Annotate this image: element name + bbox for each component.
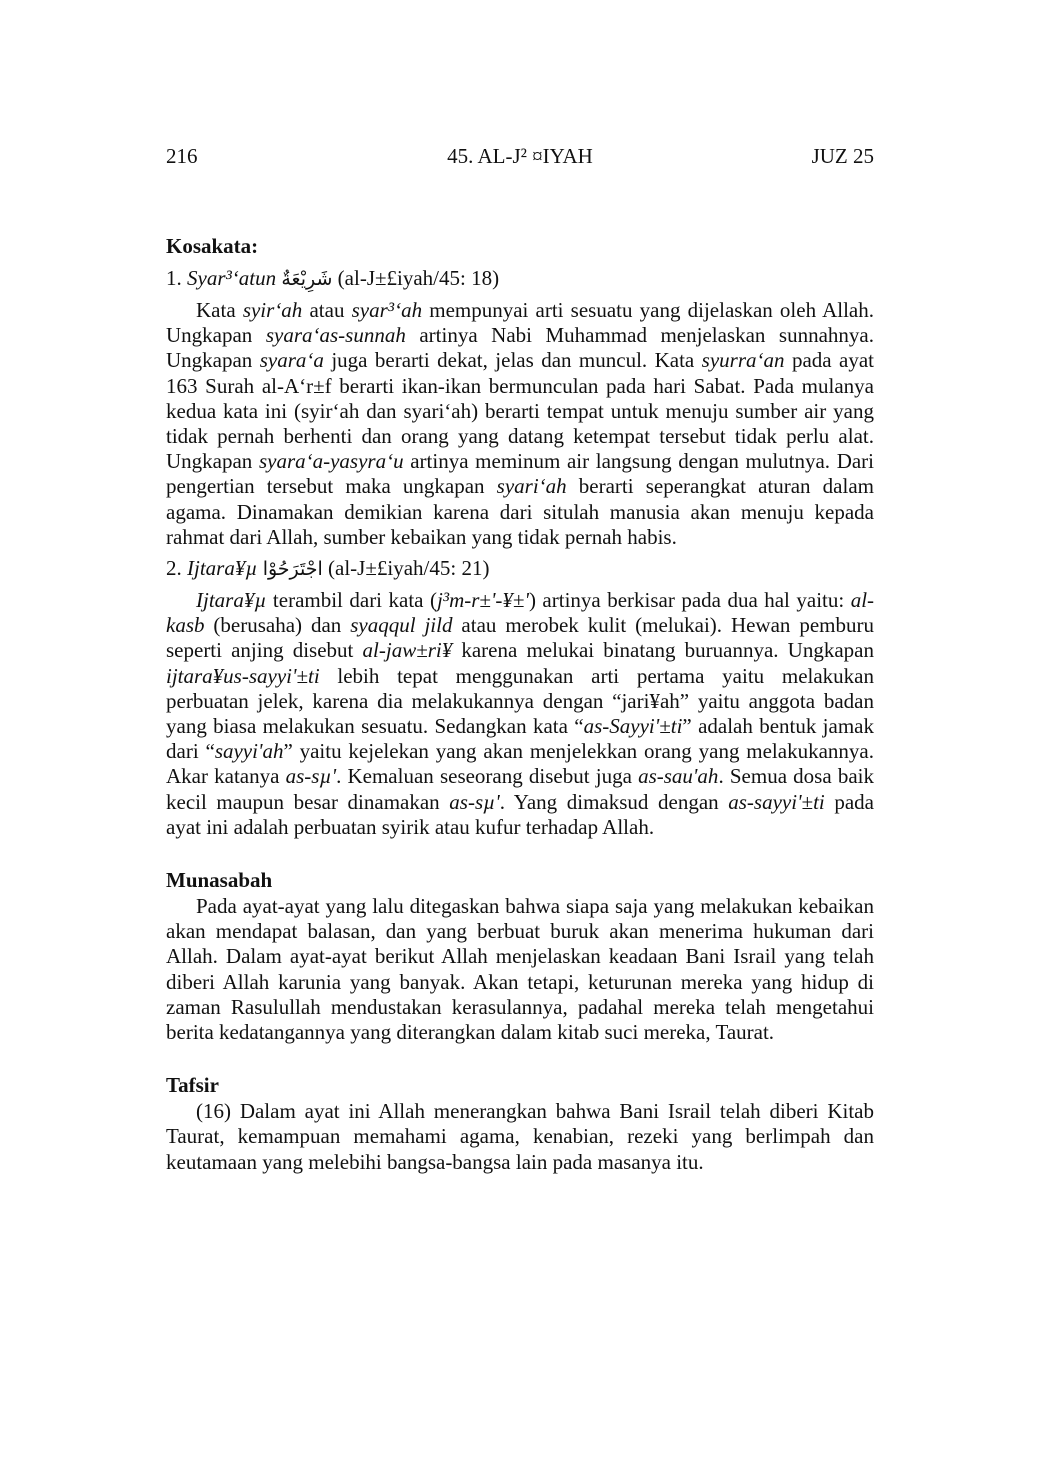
text-run: Kata xyxy=(196,298,243,322)
vocab-number: 2. xyxy=(166,556,182,581)
vocab-term: Syar³‘atun xyxy=(187,266,277,290)
text-run: mempunyai arti sesuatu yang dijelaskan oleh Allah. Ungkapan xyxy=(166,298,874,348)
text-run: . Semua dosa baik kecil maupun besar dinamakan xyxy=(166,764,875,814)
text-run: atau merobek kulit (melukai). Hewan pemburu seperti anjing disebut xyxy=(166,613,874,663)
text-run: artinya meminum air langsung dengan mulutnya. Dari pengertian tersebut maka ungkapan xyxy=(166,449,875,499)
vocab-arabic: اجْتَرَحُوْا xyxy=(262,558,323,581)
italic-term: syara‘a-yasyra‘u xyxy=(258,449,404,474)
kosakata-heading: Kosakata: xyxy=(166,234,259,258)
vocab-reference: (al-J±£iyah/45: 18) xyxy=(337,266,500,290)
text-run: ) artinya berkisar pada dua hal yaitu: xyxy=(528,588,851,613)
italic-term: Ijtara¥µ xyxy=(196,588,267,613)
italic-term: as-sayyi'±ti xyxy=(728,789,825,814)
italic-term: syar³‘ah xyxy=(351,298,423,322)
munasabah-section xyxy=(166,866,874,1045)
kosakata-section xyxy=(166,232,874,840)
text-run: terambil dari kata ( xyxy=(266,588,437,613)
text-run: pada ayat ini adalah perbuatan syirik atau kufur terhadap Allah. xyxy=(166,789,874,839)
italic-term: as-sµ' xyxy=(285,764,337,789)
text-run: ” yaitu kejelekan yang akan menjelekkan orang yang melakukannya. Akar katanya xyxy=(166,739,874,789)
munasabah-text: Pada ayat-ayat yang lalu ditegaskan bahwa siapa saja yang melakukan kebaikan akan mendapat balasan, dan yang berbuat buruk akan menerima hukuman dari Allah. Dalam ayat-ayat berikut Allah menjelaskan keadaan Bani Israil yang telah diberi Allah karunia yang banyak. Akan tetapi, keturunan mereka yang hidup di zaman Rasulullah mendustakan kerasulannya, padahal mereka telah mengetahui berita kedatangannya yang diterangkan dalam kitab suci mereka, Taurat. xyxy=(166,894,874,1045)
text-run: (berusaha) dan xyxy=(204,613,351,638)
italic-term: j³m-r±'-¥±' xyxy=(436,588,529,613)
vocab-term: Ijtara¥µ xyxy=(187,556,258,581)
italic-term: syari‘ah xyxy=(496,474,567,499)
italic-term: sayyi'ah xyxy=(214,739,284,764)
italic-term: as-sau'ah xyxy=(638,764,719,789)
italic-term: as-sµ' xyxy=(449,789,500,814)
text-run: karena melukai binatang buruannya. Ungkapan xyxy=(452,638,874,663)
text-run: atau xyxy=(302,298,352,322)
text-run: pada ayat 163 Surah al-A‘r±f berarti ikan-ikan bermunculan pada hari Sabat. Pada mulanya kedua kata ini (syir‘ah dan syari‘ah) berarti tempat untuk menuju sumber air yang tidak pernah berhenti dan orang yang datang ketempat tersebut tidak perlu alat. Ungkapan xyxy=(166,348,874,474)
tafsir-text: (16) Dalam ayat ini Allah menerangkan bahwa Bani Israil telah diberi Kitab Taurat, kemampuan memahami agama, kenabian, rezeki yang berlimpah dan keutamaan yang melebihi bangsa-bangsa lain pada masanya itu. xyxy=(166,1099,874,1174)
surah-title: 45. AL-J² ¤IYAH xyxy=(447,144,593,168)
text-run: artinya Nabi Muhammad menjelaskan sunnahnya. Ungkapan xyxy=(166,323,874,373)
vocab-definition-2 xyxy=(166,588,874,840)
vocab-arabic: شَرِيْعَةٌ xyxy=(281,268,333,290)
italic-term: syara‘as-sunnah xyxy=(265,323,406,348)
tafsir-heading: Tafsir xyxy=(166,1073,219,1098)
italic-term: al-jaw±ri¥ xyxy=(362,638,453,663)
text-run: ” adalah bentuk jamak dari “ xyxy=(166,714,874,764)
italic-term: syara‘a xyxy=(259,348,324,373)
munasabah-heading: Munasabah xyxy=(166,868,273,893)
vocab-number: 1. xyxy=(166,266,182,290)
italic-term: syaqqul jild xyxy=(350,613,453,638)
vocab-item-1 xyxy=(166,263,874,294)
section-spacer xyxy=(166,840,874,866)
running-header xyxy=(166,144,874,174)
tafsir-section xyxy=(166,1071,874,1175)
section-spacer xyxy=(166,1045,874,1071)
text-run: . Kemaluan seseorang disebut juga xyxy=(336,764,639,789)
page-content xyxy=(166,232,874,1175)
vocab-reference: (al-J±£iyah/45: 21) xyxy=(328,556,490,581)
vocab-item-2 xyxy=(166,553,874,584)
vocab-definition-1 xyxy=(166,298,874,550)
text-run: lebih tepat menggunakan arti pertama yaitu melakukan perbuatan jelek, karena dia melakukannya dengan “jari¥ah” yaitu anggota badan yang biasa melakukan sesuatu. Sedangkan kata “ xyxy=(166,663,874,739)
text-run: berarti seperangkat aturan dalam agama. Dinamakan demikian karena dari situlah manusia akan menuju kepada rahmat dari Allah, sumber kebaikan yang tidak pernah habis. xyxy=(166,474,874,549)
italic-term: syurra‘an xyxy=(701,348,785,373)
italic-term: al-kasb xyxy=(166,588,875,638)
page-number: 216 xyxy=(166,144,198,168)
italic-term: syir‘ah xyxy=(242,298,303,322)
text-run: . Yang dimaksud dengan xyxy=(499,789,729,814)
text-run: juga berarti dekat, jelas dan muncul. Kata xyxy=(323,348,702,373)
italic-term: as-Sayyi'±ti xyxy=(583,714,683,739)
italic-term: ijtara¥us-sayyi'±ti xyxy=(166,663,320,688)
juz-label: JUZ 25 xyxy=(811,144,874,168)
